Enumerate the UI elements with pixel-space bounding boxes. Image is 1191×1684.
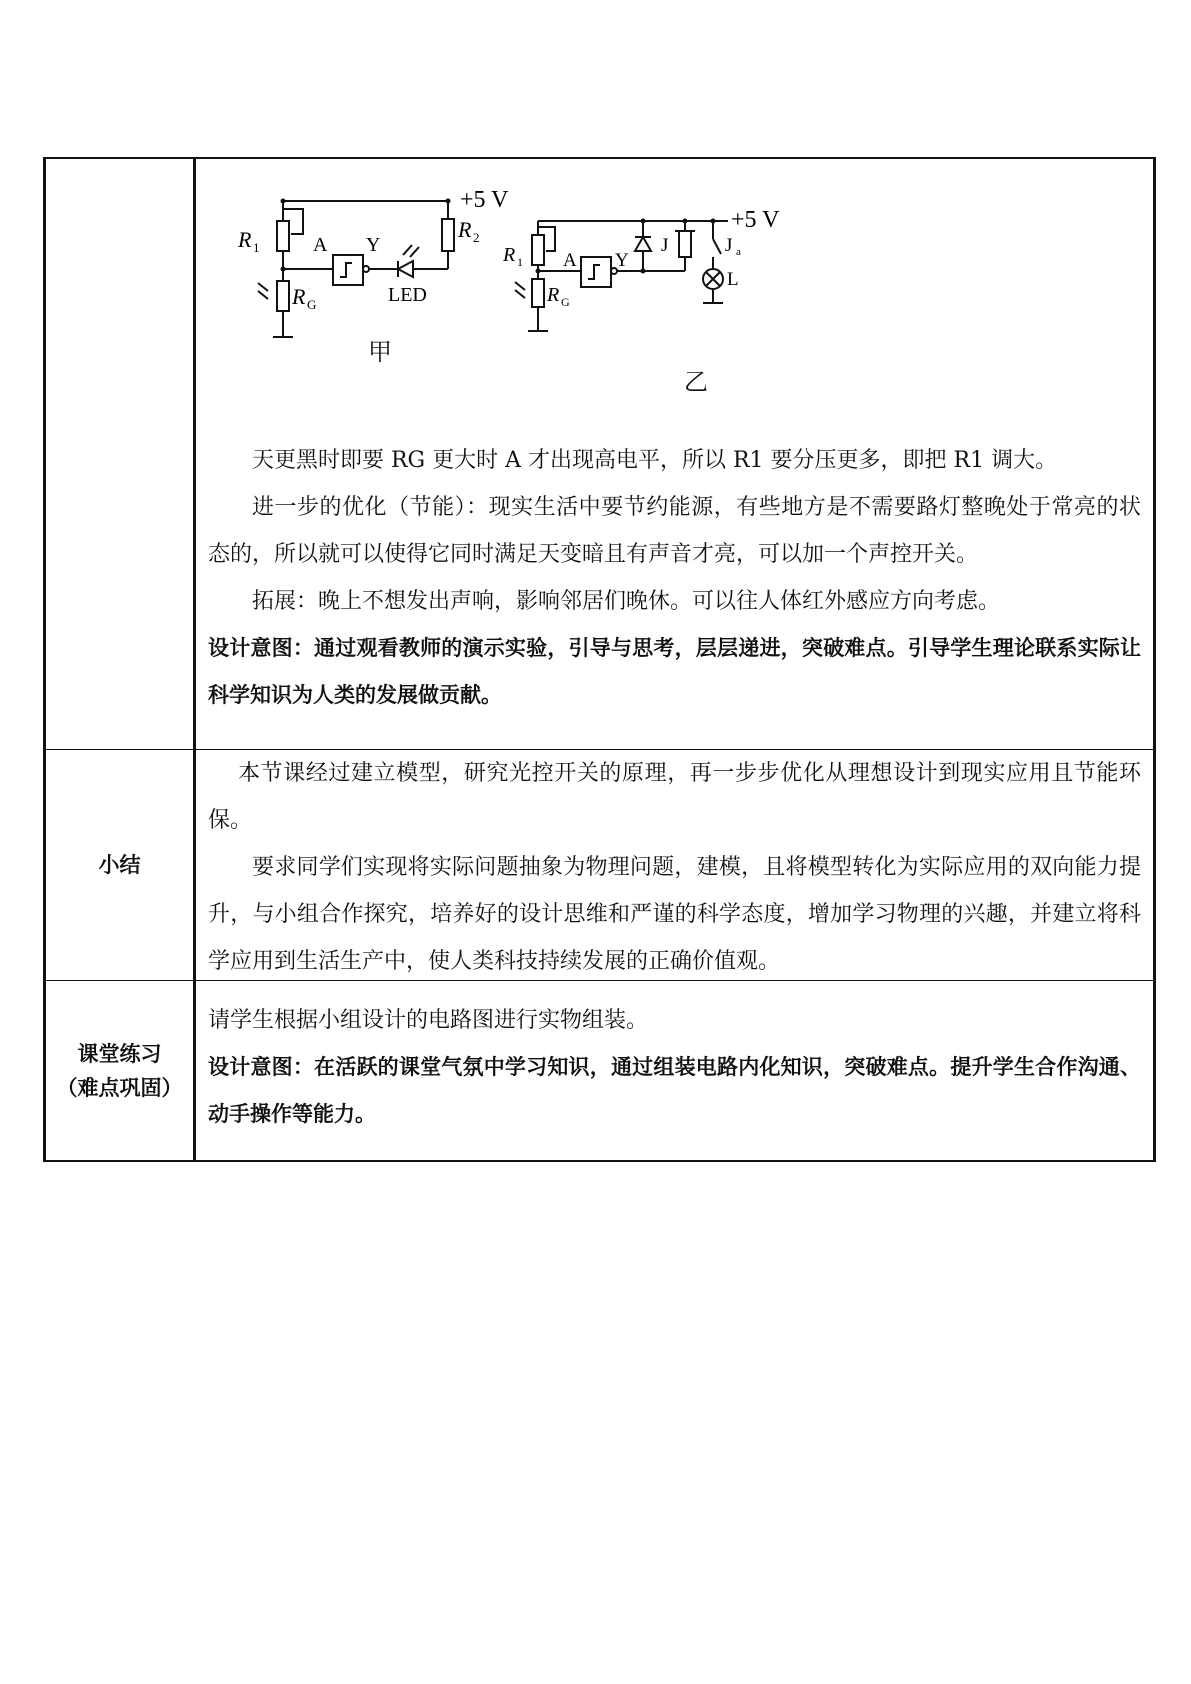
lesson-table	[43, 157, 1156, 1162]
paragraph: 进一步的优化（节能）：现实生活中要节约能源，有些地方是不需要路灯整晚处于常亮的状态的，所以就可以使得它同时满足天变暗且有声音才亮，可以加一个声控开关。	[208, 495, 1141, 567]
r1-subscript: 1	[517, 255, 523, 269]
paragraph: 请学生根据小组设计的电路图进行实物组装。	[208, 1008, 649, 1033]
circuit-figures	[208, 159, 1141, 409]
r1-label: R	[503, 244, 516, 266]
row-label-line: （难点巩固）	[56, 1075, 183, 1100]
rg-label: R	[547, 284, 560, 306]
row-content	[196, 750, 1156, 980]
figure-caption-right: 乙	[684, 368, 708, 396]
r2-subscript: 2	[473, 230, 480, 245]
row-label-summary: 小结	[43, 750, 196, 980]
table-row	[43, 159, 1156, 749]
figure-caption-left: 甲	[368, 338, 392, 366]
row-label-line: 课堂练习	[77, 1041, 162, 1066]
design-intent-paragraph: 设计意图：通过观看教师的演示实验，引导与思考，层层递进，突破难点。引导学生理论联系实际让科学知识为人类的发展做贡献。	[208, 636, 1141, 707]
circuit-diagram-right	[503, 199, 833, 399]
r1-label: R	[238, 227, 252, 252]
gate-output-label: Y	[366, 234, 381, 256]
relay-switch-subscript: a	[736, 246, 741, 258]
gate-input-label: A	[313, 234, 328, 256]
rg-subscript: G	[307, 297, 317, 312]
rg-label: R	[292, 284, 306, 309]
rg-subscript: G	[561, 295, 570, 309]
gate-input-label: A	[563, 250, 577, 271]
relay-coil-label: J	[661, 235, 669, 256]
relay-switch-label: J	[725, 235, 733, 256]
r1-subscript: 1	[253, 240, 260, 255]
supply-label: +5 V	[731, 207, 780, 233]
table-row	[43, 980, 1156, 1160]
paragraph: 要求同学们实现将实际问题抽象为物理问题，建模，且将模型转化为实际应用的双向能力提升，与小组合作探究，培养好的设计思维和严谨的科学态度，增加学习物理的兴趣，并建立将科学应用到生活生产中，使人类科技持续发展的正确价值观。	[208, 855, 1141, 974]
lamp-label: L	[727, 269, 739, 290]
table-row	[43, 749, 1156, 980]
row-content	[196, 159, 1156, 749]
r2-label: R	[458, 217, 472, 242]
row-content	[196, 981, 1156, 1160]
design-intent-paragraph: 设计意图：在活跃的课堂气氛中学习知识，通过组装电路内化知识，突破难点。提升学生合作沟通、动手操作等能力。	[208, 1055, 1141, 1126]
gate-output-label: Y	[615, 250, 629, 271]
supply-label: +5 V	[460, 187, 509, 213]
paragraph: 天更黑时即要 RG 更大时 A 才出现高电平，所以 R1 要分压更多，即把 R1 调大。	[252, 448, 1058, 473]
row-label-empty	[43, 159, 196, 749]
row-label-practice	[43, 981, 196, 1160]
paragraph: 本节课经过建立模型，研究光控开关的原理，再一步步优化从理想设计到现实应用且节能环保。	[208, 761, 1141, 833]
paragraph: 拓展：晚上不想发出声响，影响邻居们晚休。可以往人体红外感应方向考虑。	[252, 589, 1001, 614]
led-label: LED	[388, 284, 427, 306]
